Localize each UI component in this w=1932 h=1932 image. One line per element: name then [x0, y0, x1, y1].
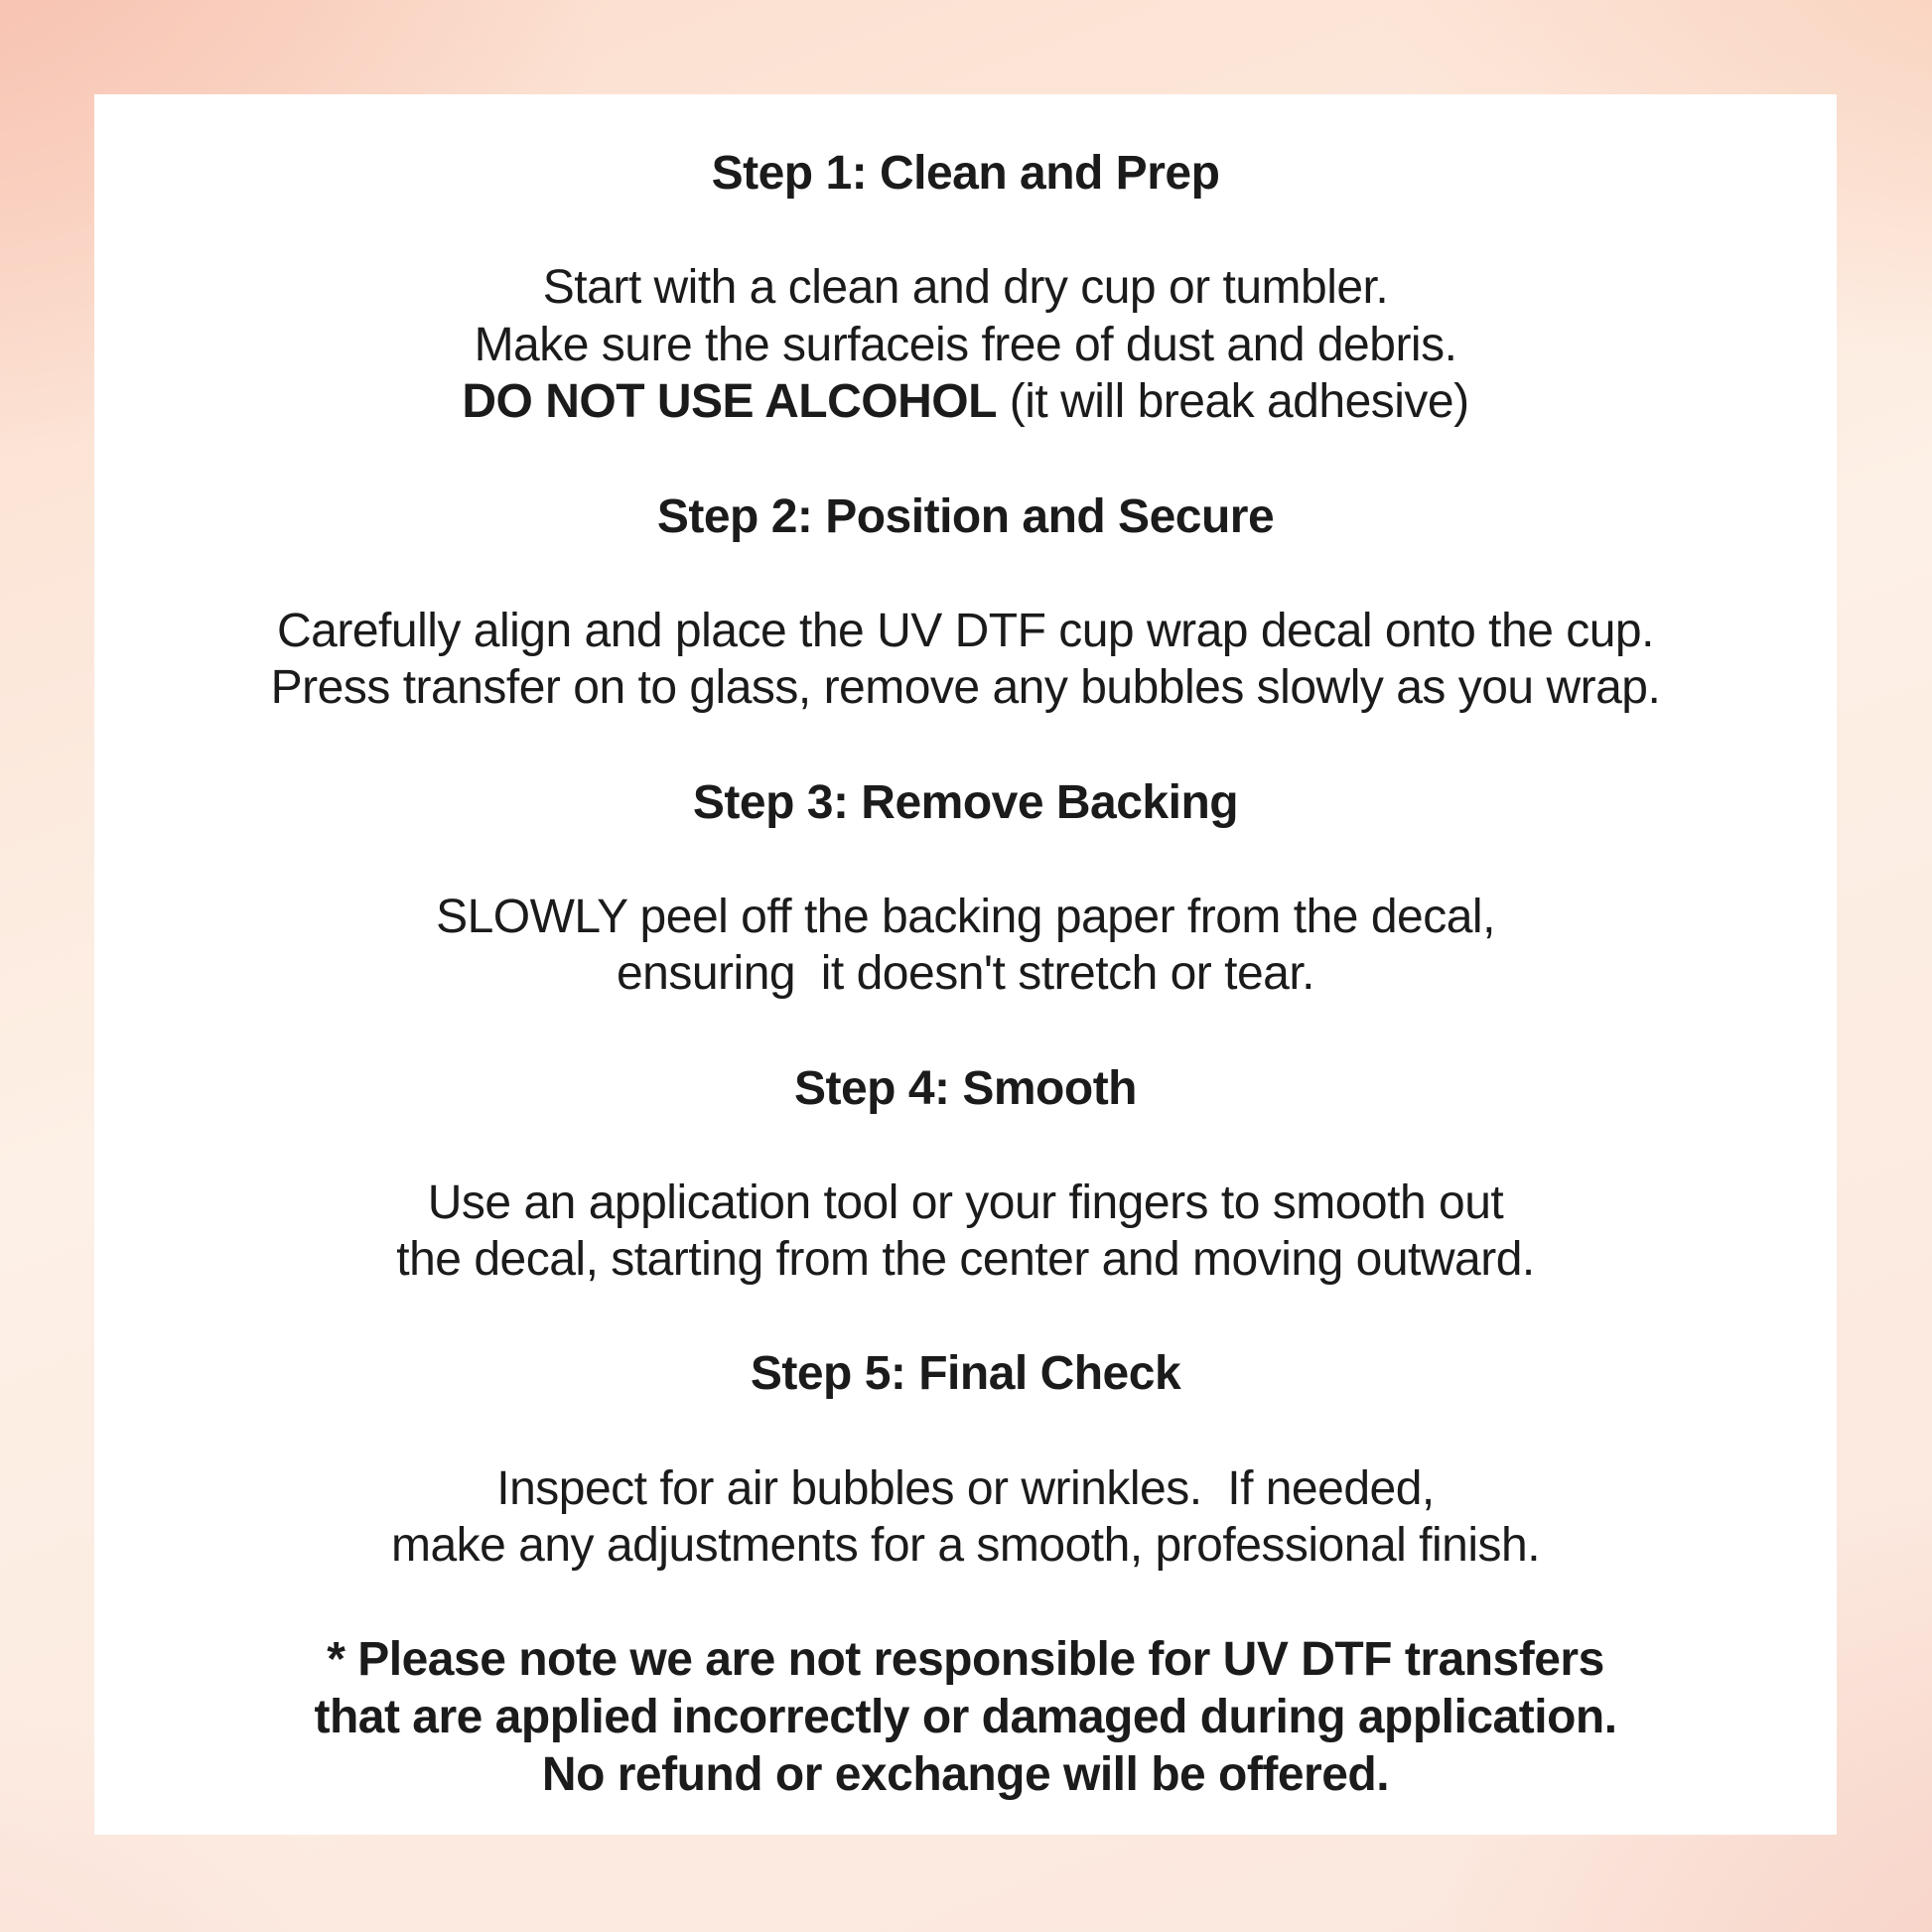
disclaimer-line-3: No refund or exchange will be offered.	[541, 1747, 1390, 1801]
step5-heading: Step 5: Final Check	[750, 1347, 1181, 1401]
step1-line-3	[94, 373, 1837, 431]
step2-line-2: Press transfer on to glass, remove any bubbles slowly as you wrap.	[270, 661, 1661, 715]
step4-line-2: the decal, starting from the center and moving outward.	[396, 1233, 1535, 1287]
step4-heading-block	[94, 1060, 1837, 1118]
step3-line-1: SLOWLY peel off the backing paper from the decal,	[436, 890, 1495, 943]
step1-heading: Step 1: Clean and Prep	[711, 147, 1220, 200]
disclaimer-line-2: that are applied incorrectly or damaged during application.	[314, 1691, 1617, 1744]
step2-line-1: Carefully align and place the UV DTF cup wrap decal onto the cup.	[277, 604, 1654, 657]
step4-body	[94, 1174, 1837, 1289]
step1-line-1: Start with a clean and dry cup or tumbler.	[542, 261, 1389, 315]
disclaimer-line-1: * Please note we are not responsible for UV DTF transfers	[327, 1633, 1604, 1687]
instruction-card	[94, 94, 1837, 1835]
step4-heading: Step 4: Smooth	[793, 1061, 1137, 1115]
instruction-content	[94, 94, 1837, 1803]
step3-heading-block	[94, 774, 1837, 832]
step1-body	[94, 259, 1837, 431]
step2-heading-block	[94, 488, 1837, 546]
step3-heading: Step 3: Remove Backing	[692, 775, 1239, 829]
step2-heading: Step 2: Position and Secure	[656, 489, 1275, 543]
step1-line-3-note: (it will break adhesive)	[996, 375, 1469, 429]
step5-line-1: Inspect for air bubbles or wrinkles. If needed,	[496, 1461, 1435, 1515]
step5-body	[94, 1460, 1837, 1575]
disclaimer	[94, 1631, 1837, 1803]
step1-line-2: Make sure the surfaceis free of dust and debris.	[474, 318, 1457, 371]
step3-line-2: ensuring it doesn't stretch or tear.	[616, 947, 1315, 1001]
step5-line-2: make any adjustments for a smooth, professional finish.	[390, 1519, 1541, 1573]
step1-line-3-warning: DO NOT USE ALCOHOL	[462, 375, 997, 429]
step4-line-1: Use an application tool or your fingers to smooth out	[427, 1175, 1504, 1229]
step3-body	[94, 889, 1837, 1003]
step1-heading-block	[94, 145, 1837, 203]
step5-heading-block	[94, 1345, 1837, 1403]
step2-body	[94, 603, 1837, 717]
